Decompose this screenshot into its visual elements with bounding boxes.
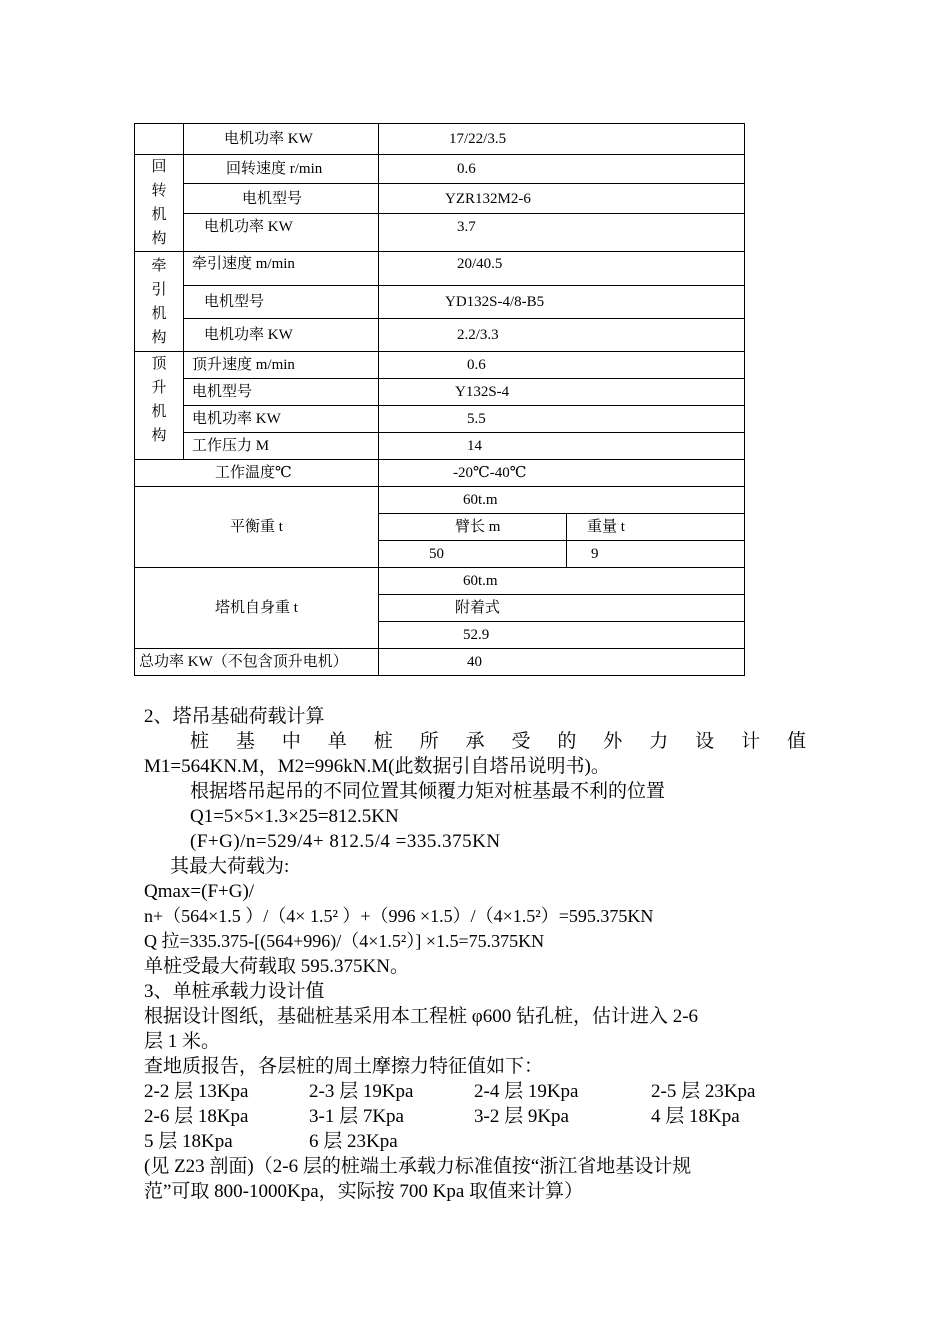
formula: Q1=5×5×1.3×25=812.5KN xyxy=(190,806,399,827)
paragraph: 查地质报告，各层桩的周土摩擦力特征值如下： xyxy=(144,1056,544,1077)
layer-value: 2-2 层 13Kpa xyxy=(144,1081,249,1102)
table-row xyxy=(135,379,745,406)
table-cell-value: 2.2/3.3 xyxy=(379,319,745,352)
table-cell-label: 工作压力 M xyxy=(184,433,379,460)
justified-paragraph: 桩 基 中 单 桩 所 承 受 的 外 力 设 计 值 xyxy=(190,731,806,752)
paragraph: M1=564KN.M，M2=996kN.M(此数据引自塔吊说明书)。 xyxy=(144,756,610,777)
table-cell-value: 60t.m xyxy=(379,568,745,595)
paragraph: 根据设计图纸，基础桩基采用本工程桩 φ600 钻孔桩，估计进入 2-6 xyxy=(144,1006,699,1027)
table-row xyxy=(135,214,745,252)
table-row xyxy=(135,252,745,286)
group-label-trolley: 牵 引 机 构 xyxy=(135,252,184,352)
table-cell-value: YD132S-4/8-B5 xyxy=(379,286,745,319)
paragraph: 范”可取 800-1000Kpa，实际按 700 Kpa 取值来计算） xyxy=(144,1181,584,1202)
table-row xyxy=(135,352,745,379)
table-row xyxy=(135,568,745,595)
section-heading: 2、塔吊基础荷载计算 xyxy=(144,706,325,727)
table-cell-label: 总功率 KW（不包含顶升电机） xyxy=(135,649,379,676)
section-heading: 3、单桩承载力设计值 xyxy=(144,981,325,1002)
table-cell-value: 60t.m xyxy=(379,487,745,514)
table-row xyxy=(135,433,745,460)
layer-value: 5 层 18Kpa xyxy=(144,1131,233,1152)
layer-value: 6 层 23Kpa xyxy=(309,1131,398,1152)
table-row xyxy=(135,184,745,214)
table-cell-label: 电机功率 KW xyxy=(184,124,379,155)
layer-value: 3-2 层 9Kpa xyxy=(474,1106,569,1127)
table-row xyxy=(135,286,745,319)
table-cell-value: 0.6 xyxy=(379,155,745,184)
group-label-slew: 回 转 机 构 xyxy=(135,155,184,252)
table-cell-value: 0.6 xyxy=(379,352,745,379)
table-cell-label: 平衡重 t xyxy=(135,487,379,568)
table-cell-value: 9 xyxy=(567,541,745,568)
layer-value: 2-4 层 19Kpa xyxy=(474,1081,579,1102)
layer-value: 2-3 层 19Kpa xyxy=(309,1081,414,1102)
table-cell-value: 52.9 xyxy=(379,622,745,649)
table-cell-value: YZR132M2-6 xyxy=(379,184,745,214)
layer-value: 4 层 18Kpa xyxy=(651,1106,740,1127)
table-cell xyxy=(135,124,184,155)
paragraph: 根据塔吊起吊的不同位置其倾覆力矩对桩基最不利的位置 xyxy=(190,781,666,802)
table-row xyxy=(135,649,745,676)
paragraph: 其最大荷载为: xyxy=(170,856,290,877)
table-row xyxy=(135,406,745,433)
paragraph: (见 Z23 剖面)（2-6 层的桩端土承载力标准值按“浙江省地基设计规 xyxy=(144,1156,692,1177)
group-label-jacking: 顶 升 机 构 xyxy=(135,352,184,460)
table-cell-label: 电机功率 KW xyxy=(184,214,379,252)
table-cell-value: 20/40.5 xyxy=(379,252,745,286)
table-cell-header: 重量 t xyxy=(567,514,745,541)
table-cell-label: 电机型号 xyxy=(184,184,379,214)
table-cell-label: 电机功率 KW xyxy=(184,406,379,433)
layer-value: 3-1 层 7Kpa xyxy=(309,1106,404,1127)
spec-table xyxy=(134,123,745,676)
table-row xyxy=(135,124,745,155)
table-row xyxy=(135,319,745,352)
table-cell-value: 3.7 xyxy=(379,214,745,252)
formula: Q 拉=335.375-[(564+996)/（4×1.5²）] ×1.5=75.375KN xyxy=(144,931,545,951)
formula: n+（564×1.5 ）/（4× 1.5² ）+（996 ×1.5）/（4×1.5²）=595.375KN xyxy=(144,906,654,926)
table-cell-value: 17/22/3.5 xyxy=(379,124,745,155)
table-cell-label: 顶升速度 m/min xyxy=(184,352,379,379)
formula: (F+G)/n=529/4+ 812.5/4 =335.375KN xyxy=(190,831,501,852)
table-cell-value: Y132S-4 xyxy=(379,379,745,406)
table-cell-label: 电机功率 KW xyxy=(184,319,379,352)
table-row xyxy=(135,460,745,487)
table-cell-value: 50 xyxy=(379,541,567,568)
table-cell-value: 5.5 xyxy=(379,406,745,433)
table-cell-label: 工作温度℃ xyxy=(135,460,379,487)
layer-value: 2-5 层 23Kpa xyxy=(651,1081,756,1102)
table-cell-label: 牵引速度 m/min xyxy=(184,252,379,286)
paragraph: 层 1 米。 xyxy=(144,1031,221,1052)
table-cell-label: 回转速度 r/min xyxy=(184,155,379,184)
layer-value: 2-6 层 18Kpa xyxy=(144,1106,249,1127)
table-cell-value: -20℃-40℃ xyxy=(379,460,745,487)
table-cell-header: 臂长 m xyxy=(379,514,567,541)
formula: Qmax=(F+G)/ xyxy=(144,881,255,902)
table-cell-value: 40 xyxy=(379,649,745,676)
table-cell-label: 电机型号 xyxy=(184,286,379,319)
table-cell-value: 14 xyxy=(379,433,745,460)
table-row xyxy=(135,155,745,184)
table-row xyxy=(135,487,745,514)
paragraph: 单桩受最大荷载取 595.375KN。 xyxy=(144,956,409,977)
table-cell-label: 电机型号 xyxy=(184,379,379,406)
table-cell-value: 附着式 xyxy=(379,595,745,622)
table-cell-label: 塔机自身重 t xyxy=(135,568,379,649)
